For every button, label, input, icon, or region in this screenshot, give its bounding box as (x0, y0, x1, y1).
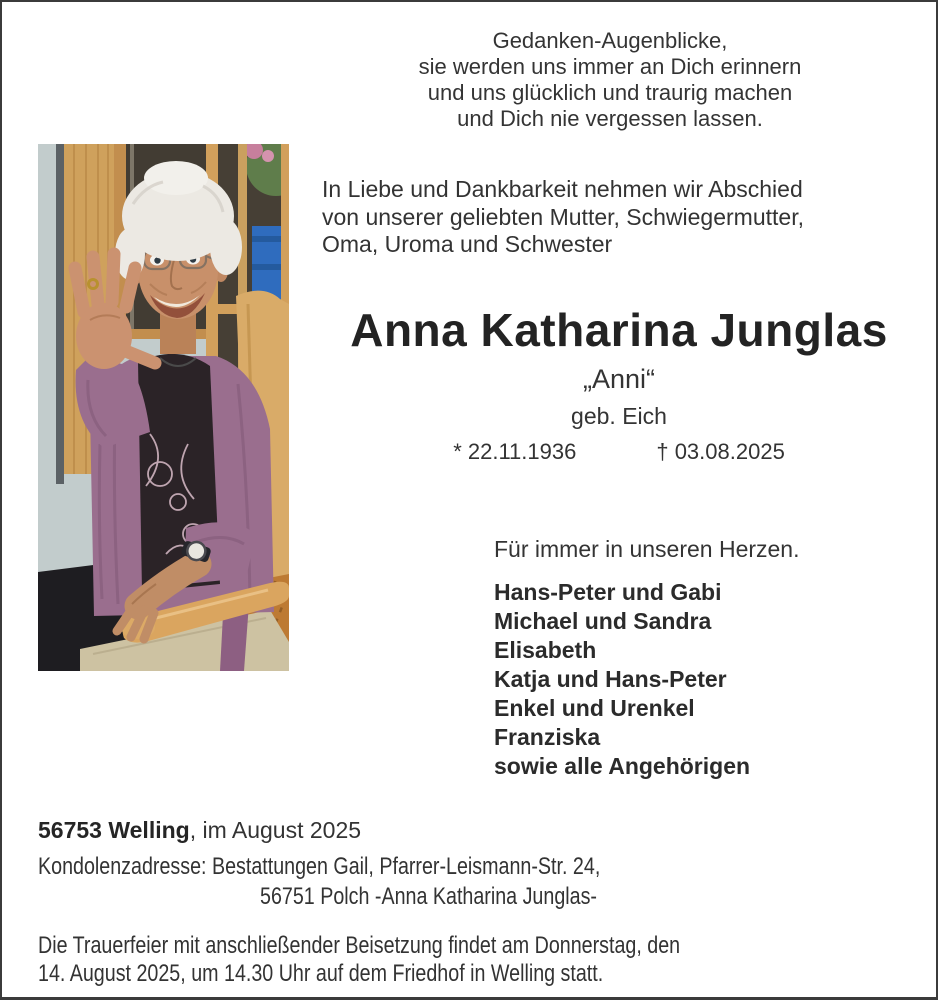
mourner-line: sowie alle Angehörigen (494, 753, 751, 779)
mourner-line: Enkel und Urenkel (494, 695, 695, 721)
poem-line: und uns glücklich und traurig machen (427, 80, 793, 105)
condolence-text: Kondolenzadresse: Bestattungen Gail, Pfarrer-Leismann-Str. 24, (38, 853, 601, 880)
poem-line: Gedanken-Augenblicke, (492, 28, 728, 53)
mourner-line: Franziska (494, 724, 601, 750)
farewell-intro (322, 176, 912, 259)
poem-line: und Dich nie vergessen lassen. (457, 106, 763, 131)
place-name: 56753 Welling (38, 817, 190, 843)
intro-line: Oma, Uroma und Schwester (322, 231, 613, 257)
mourner-line: Michael und Sandra (494, 608, 712, 634)
deceased-nickname: „Anni“ (582, 364, 656, 394)
memorial-poem (280, 28, 938, 132)
deceased-name: Anna Katharina Junglas (350, 304, 888, 356)
funeral-line: 14. August 2025, um 14.30 Uhr auf dem Friedhof in Welling statt. (38, 959, 604, 987)
condolence-address-line2 (260, 883, 671, 911)
portrait-photo-illustration (38, 144, 289, 671)
poem-line: sie werden uns immer an Dich erinnern (418, 54, 802, 79)
intro-line: von unserer geliebten Mutter, Schwiegermutter, (322, 203, 804, 230)
condolence-text: 56751 Polch -Anna Katharina Junglas- (260, 883, 597, 910)
mourner-line: Katja und Hans-Peter (494, 666, 727, 692)
place-date-line (38, 817, 361, 844)
condolence-address-line1 (38, 853, 724, 881)
mourner-line: Elisabeth (494, 637, 597, 663)
birth-date: * 22.11.1936 (453, 439, 577, 464)
intro-line: In Liebe und Dankbarkeit nehmen wir Abschied (322, 176, 803, 202)
life-dates (318, 439, 920, 465)
funeral-line: Die Trauerfeier mit anschließender Beisetzung findet am Donnerstag, den (38, 932, 681, 959)
funeral-info (38, 932, 821, 987)
mourners-list (494, 578, 750, 781)
date-suffix: , im August 2025 (189, 817, 362, 843)
farewell-line: Für immer in unseren Herzen. (494, 536, 800, 562)
maiden-name: geb. Eich (571, 403, 667, 429)
mourner-line: Hans-Peter und Gabi (494, 579, 722, 605)
death-date: † 03.08.2025 (656, 439, 785, 464)
portrait-photo (38, 144, 289, 671)
